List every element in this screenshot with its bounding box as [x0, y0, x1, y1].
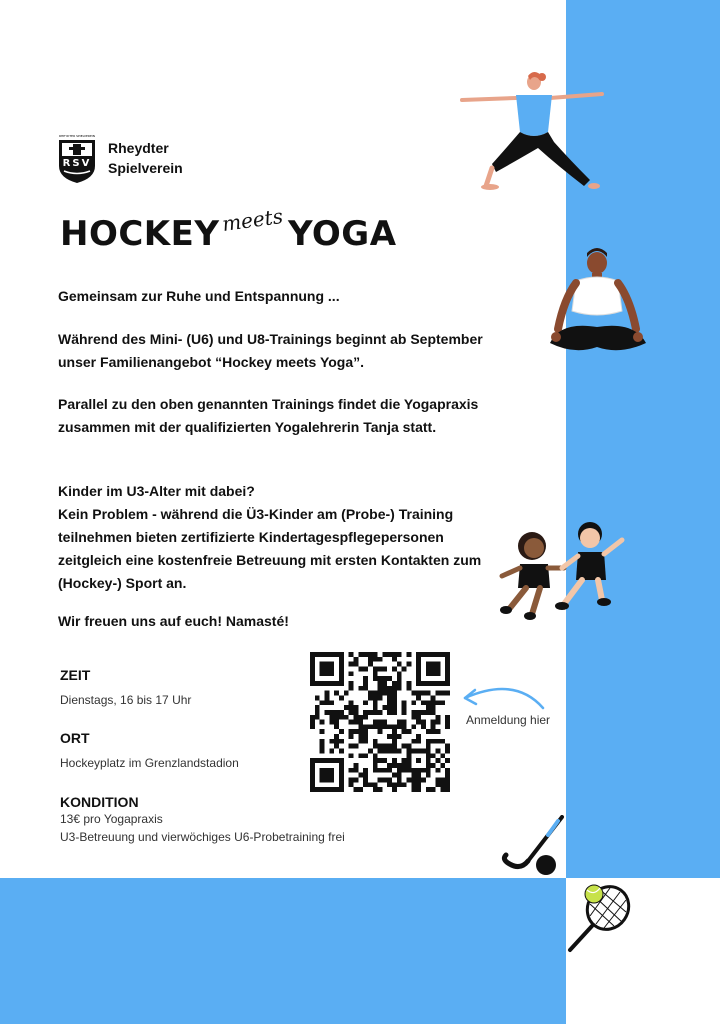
- running-kids-icon: [492, 518, 632, 628]
- kondition-line1: 13€ pro Yogapraxis: [60, 812, 163, 826]
- tennis-racket-icon: [562, 880, 637, 960]
- zeit-label: ZEIT: [60, 667, 91, 683]
- title-yoga: YOGA: [288, 214, 397, 254]
- u3-answer: Kein Problem - während die Ü3-Kinder am (Probe-) Training teilnehmen bieten zertifizierte Kindertagespflegepersonen zeitgleich eine kostenfreie Betreuung mit ersten Kontakten zum (Hockey-) Sport an.: [58, 506, 482, 591]
- closing-paragraph: Wir freuen uns auf euch! Namasté!: [58, 613, 289, 629]
- blue-bottom-panel: [0, 878, 566, 1024]
- zeit-value: Dienstags, 16 bis 17 Uhr: [60, 693, 192, 707]
- signup-label: Anmeldung hier: [466, 713, 551, 727]
- qr-code-icon[interactable]: [310, 652, 450, 792]
- teacher-paragraph: Parallel zu den oben genannten Trainings findet die Yogapraxis zusammen mit der qualifizierten Yogalehrerin Tanja statt.: [58, 396, 479, 435]
- meditating-man-icon: [540, 243, 655, 363]
- title-hockey: HOCKEY: [60, 214, 220, 254]
- org-name-line1: Rheydter: [108, 140, 169, 156]
- logo-letters: RSV: [62, 158, 92, 169]
- yoga-woman-icon: [458, 68, 608, 198]
- kondition-line2: U3-Betreuung und vierwöchiges U6-Probetraining frei: [60, 830, 345, 844]
- schedule-paragraph: Während des Mini- (U6) und U8-Trainings beginnt ab September unser Familienangebot “Hockey meets Yoga”.: [58, 331, 483, 370]
- hockey-stick-icon: [498, 815, 568, 885]
- u3-paragraph: [58, 480, 498, 595]
- org-name-line2: Spielverein: [108, 160, 183, 176]
- curved-arrow-icon: [455, 680, 550, 715]
- ort-value: Hockeyplatz im Grenzlandstadion: [60, 756, 239, 770]
- title-meets: meets: [220, 203, 285, 237]
- kondition-label: KONDITION: [60, 794, 139, 810]
- ort-label: ORT: [60, 730, 90, 746]
- logo-top-text: RHEYDTER SPIELVEREIN: [58, 134, 96, 138]
- logo-shield-icon: [57, 134, 97, 184]
- org-name: [108, 138, 183, 178]
- intro-paragraph: Gemeinsam zur Ruhe und Entspannung ...: [58, 288, 340, 304]
- u3-question: Kinder im U3-Alter mit dabei?: [58, 483, 255, 499]
